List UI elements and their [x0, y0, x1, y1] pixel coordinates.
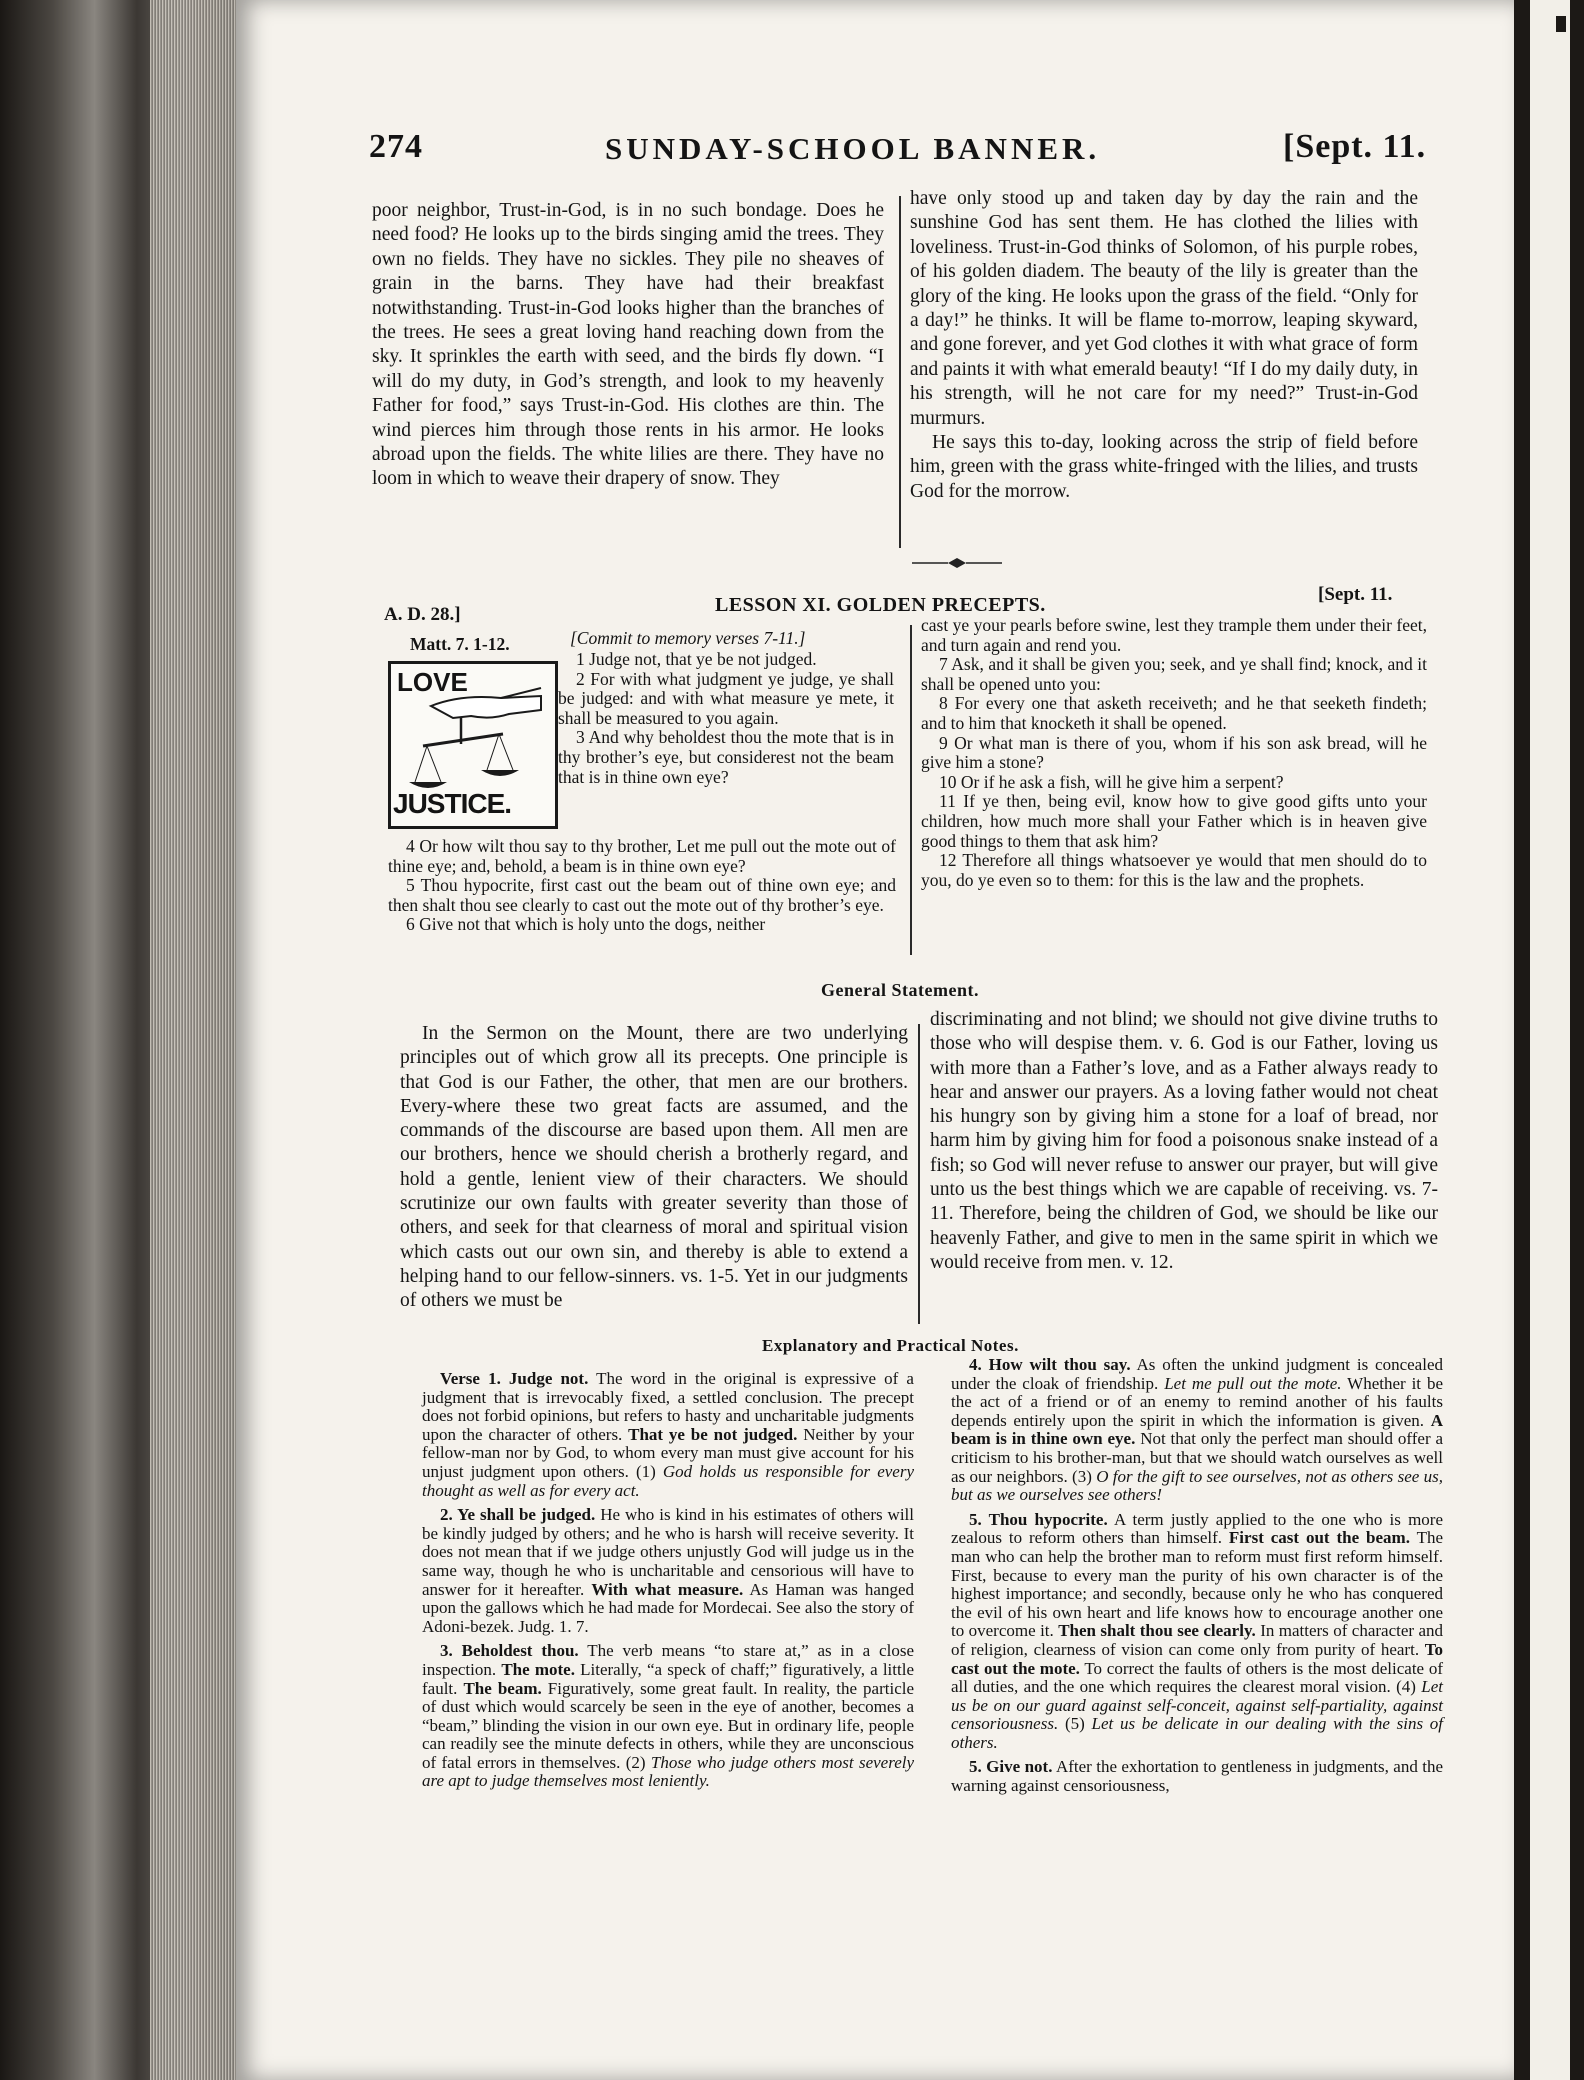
note-4-lead: 4. How wilt thou say.	[969, 1355, 1131, 1374]
verse-3: 3 And why beholdest thou the mote that is in thy brother’s eye, but considerest not the beam that is in thine own eye?	[558, 727, 894, 787]
note-4-text-c: Not that only the perfect man should offer a criticism to his brother-man, but that we should watch ourselves as well as our neighbors. (3)	[951, 1429, 1444, 1486]
note-5-phrase-c: To cast out the mote.	[951, 1639, 1444, 1678]
note-5-lesson-b: Let us be delicate in our dealing with the sins of others.	[951, 1714, 1444, 1752]
note-verse-1	[422, 1370, 914, 1500]
notes-heading: Explanatory and Practical Notes.	[762, 1336, 1019, 1355]
verse-8: 8 For every one that asketh receiveth; and he that seeketh findeth; and to him that knocketh it shall be opened.	[921, 693, 1427, 733]
ornament-divider	[912, 557, 1002, 569]
general-statement-right	[930, 1008, 1438, 1275]
note-3-text: The verb means “to stare at,” as in a close inspection.	[422, 1641, 914, 1679]
note-3-text-b: Literally, “a speck of chaff;” figuratively, a little fault.	[422, 1659, 914, 1698]
note-1-text-b: Neither by your fellow-man nor by God, to whom every man must give account for his unjust judgment upon others. (1)	[422, 1424, 915, 1481]
note-verse-2	[422, 1506, 914, 1636]
note-verse-3	[422, 1642, 914, 1791]
note-2-text-b: As Haman was hanged upon the gallows which he had made for Mordecai. See also the story of Adoni-bezek. Judg. 1. 7.	[422, 1579, 915, 1636]
note-3-lead: 3. Beholdest thou.	[440, 1641, 579, 1661]
note-4-phrase: Let me pull out the mote.	[1164, 1373, 1342, 1393]
note-3-text-c: Figuratively, some great fault. In reality, the particle of dust which would scarcely be seen in the eye of another, becomes a “beam,” blinding the vision in our own eye. But in ordinary life, people can readily see the minute defects in others, while they are unconscious of fatal errors in themselves. (2)	[422, 1678, 915, 1772]
page-number: 274	[369, 128, 423, 165]
note-1-phrase: That ye be not judged.	[628, 1424, 798, 1444]
love-justice-emblem	[388, 661, 558, 829]
verse-5: 5 Thou hypocrite, first cast out the beam out of thine own eye; and then shalt thou see clearly to cast out the mote out of thy brother’s eye.	[388, 875, 896, 915]
header-date: [Sept. 11.	[1283, 128, 1427, 165]
verse-10: 10 Or if he ask a fish, will he give him a serpent?	[939, 771, 1284, 792]
book-spine	[0, 0, 236, 2080]
article-left-column	[372, 199, 884, 492]
note-5-text: A term justly applied to the one who is more zealous to reform others than himself.	[951, 1509, 1443, 1548]
note-give-not	[951, 1758, 1443, 1795]
lesson-title: LESSON XI. GOLDEN PRECEPTS.	[715, 594, 1046, 616]
general-divider	[918, 1024, 920, 1324]
note-2-text: He who is kind in his estimates of others will be kindly judged by others; and he who is harsh will receive severity. It does not mean that if we judge others unjustly God will judge us in the same way, though he who is uncharitable and censorious will have to answer for it hereafter.	[422, 1505, 915, 1599]
note-5-text-c: In matters of character and of religion, clearness of vision can come only from purity of heart.	[951, 1621, 1444, 1659]
note-4-text-b: Whether it be the act of a friend or of an enemy to remind another of his faults depends entirely upon the spirit in which the information is given.	[951, 1373, 1443, 1430]
note-3-lesson: Those who judge others most severely are apt to judge themselves most leniently.	[422, 1752, 915, 1791]
note-1-lesson: God holds us responsible for every thought as well as for every act.	[422, 1461, 915, 1500]
scripture-verses-right	[921, 616, 1427, 890]
lesson-date-left: A. D. 28.]	[384, 604, 461, 625]
verse-1: 1 Judge not, that ye be not judged.	[576, 649, 817, 669]
note-verse-4	[951, 1356, 1443, 1505]
article-right-column	[910, 187, 1418, 504]
note-4-text: As often the unkind judgment is concealed under the cloak of friendship.	[951, 1355, 1443, 1393]
logo-justice-text: JUSTICE.	[393, 788, 512, 819]
note-verse-5	[951, 1511, 1443, 1753]
column-divider	[899, 196, 901, 548]
note-5-lesson: Let us be on our guard against self-conceit, against self-partiality, against censoriousness.	[951, 1677, 1443, 1734]
verse-4: 4 Or how wilt thou say to thy brother, Let me pull out the mote out of thine eye; and, behold, a beam is in thine own eye?	[388, 836, 896, 876]
note-5-text-d: To correct the faults of others is the most delicate of all duties, and the one which requires the clearest moral vision. (4)	[951, 1658, 1443, 1697]
note-5-text-b: The man who can help the brother man to reform must first reform himself. First, because to every man the purity of his own character is of the highest importance; and secondly, because only he who has conquered the evil of his own heart and life knows how to encourage another one to overcome it.	[951, 1528, 1443, 1641]
scripture-verses-top	[558, 650, 894, 787]
note-5-phrase-b: Then shalt thou see clearly.	[1058, 1621, 1256, 1641]
logo-love-text: LOVE	[397, 667, 468, 697]
note-6-lead: 5. Give not.	[969, 1757, 1053, 1777]
general-right-text: discriminating and not blind; we should not give divine truths to those who will despise them. v. 6. God is our Father, loving us with more than a Father’s love, and as a Father always ready to hear and answer our prayers. As a loving father would not cheat his hungry son by giving him a stone for a loaf of bread, nor harm him by giving him for food a poisonous snake instead of a fish; so God will never refuse to answer our prayer, but will give unto us the best things which we are capable of receiving. vs. 7-11. Therefore, being the children of God, we should be like our heavenly Father, and give to men in the same spirit in which we would receive from men. v. 12.	[930, 1009, 1438, 1273]
verse-6-cont: cast ye your pearls before swine, lest they trample them under their feet, and turn again and rend you.	[921, 615, 1427, 655]
lesson-date-right: [Sept. 11.	[1318, 584, 1393, 605]
memory-note: [Commit to memory verses 7-11.]	[570, 628, 806, 648]
note-6-text: After the exhortation to gentleness in judgments, and the warning against censoriousness,	[951, 1757, 1444, 1796]
note-3-phrase: The mote.	[501, 1659, 575, 1679]
note-1-lead: Verse 1. Judge not.	[440, 1369, 589, 1388]
general-left-text: In the Sermon on the Mount, there are two underlying principles out of which grow all its precepts. One principle is that God is our Father, the other, that men are our brothers. Every-where these two great facts are assumed, and the commands of the discourse are based upon them. All men are our brothers, hence we should cherish a brotherly regard, and hold a gentle, lenient view of their characters. We should scrutinize our own faults with greater severity than those of others, and seek for that clearness of moral and spiritual vision which casts out our own sin, and thereby is able to extend a helping hand to our fellow-sinners. vs. 1-5. Yet in our judgments of others we must be	[400, 1023, 908, 1312]
note-2-phrase: With what measure.	[591, 1579, 744, 1599]
verse-11: 11 If ye then, being evil, know how to give good gifts unto your children, how much more shall your Father which is in heaven give good things to them that ask him?	[921, 791, 1427, 851]
verse-2: 2 For with what judgment ye judge, ye shall be judged: and with what measure ye mete, it shall be measured to you again.	[558, 668, 894, 728]
article-right-p2: He says this to-day, looking across the strip of field before him, green with the grass white-fringed with the lilies, and trusts God for the morrow.	[910, 432, 1418, 502]
notes-left-column	[422, 1370, 914, 1791]
article-right-p1: have only stood up and taken day by day the rain and the sunshine God has sent them. He has clothed the lilies with loveliness. Trust-in-God thinks of Solomon, of his purple robes, of his golden diadem. The beauty of the lily is greater than the glory of the king. He looks upon the grass of the field. “Only for a day!” he thinks. It will be flame to-morrow, leaping skyward, and gone forever, and yet God clothes it with what grace of form and paints it with what emerald beauty! “If I do my daily duty, in his strength, will he not care for my need?” Trust-in-God murmurs.	[910, 188, 1418, 429]
scripture-reference: Matt. 7. 1-12.	[410, 634, 510, 654]
verse-9: 9 Or what man is there of you, whom if his son ask bread, will he give him a stone?	[921, 732, 1427, 773]
note-4-lesson: O for the gift to see ourselves, not as others see us, but as we ourselves see others!	[951, 1466, 1443, 1505]
scripture-divider	[910, 625, 912, 955]
scripture-verses-bottom	[388, 837, 896, 935]
note-5-num: (5)	[1064, 1714, 1085, 1734]
note-5-lead: 5. Thou hypocrite.	[969, 1509, 1108, 1529]
note-3-phrase-b: The beam.	[463, 1678, 542, 1698]
notes-right-column	[951, 1356, 1443, 1796]
verse-7: 7 Ask, and it shall be given you; seek, and ye shall find; knock, and it shall be opened unto you:	[921, 654, 1427, 694]
note-2-lead: 2. Ye shall be judged.	[440, 1505, 596, 1525]
note-4-phrase-b: A beam is in thine own eye.	[951, 1410, 1443, 1449]
verse-6: 6 Give not that which is holy unto the dogs, neither	[406, 914, 766, 935]
general-statement-heading: General Statement.	[821, 980, 979, 1000]
next-page-edge	[1514, 0, 1584, 2080]
page-title: SUNDAY-SCHOOL BANNER.	[605, 131, 1101, 166]
note-5-phrase: First cast out the beam.	[1228, 1528, 1410, 1548]
general-statement-left	[400, 1022, 908, 1314]
note-1-text: The word in the original is expressive of a judgment that is irrevocably fixed, a settled conclusion. The precept does not forbid opinions, but refers to hasty and uncharitable judgments upon the character of others.	[422, 1369, 914, 1444]
article-left-text: poor neighbor, Trust-in-God, is in no such bondage. Does he need food? He looks up to the birds singing amid the trees. They own no fields. They have no sickles. They pile no sheaves of grain in the barns. They have had their breakfast notwithstanding. Trust-in-God looks higher than the branches of the trees. He sees a great loving hand reaching down from the sky. It sprinkles the earth with seed, and the birds fly down. “I will do my duty, in God’s strength, and look to my heavenly Father for food,” says Trust-in-God. His clothes are thin. The wind pierces him through those rents in his armor. He looks abroad upon the fields. The white lilies are there. They have no loom in which to weave their drapery of snow. They	[372, 200, 884, 490]
verse-12: 12 Therefore all things whatsoever ye would that men should do to you, do ye even so to them: for this is the law and the prophets.	[921, 850, 1427, 890]
